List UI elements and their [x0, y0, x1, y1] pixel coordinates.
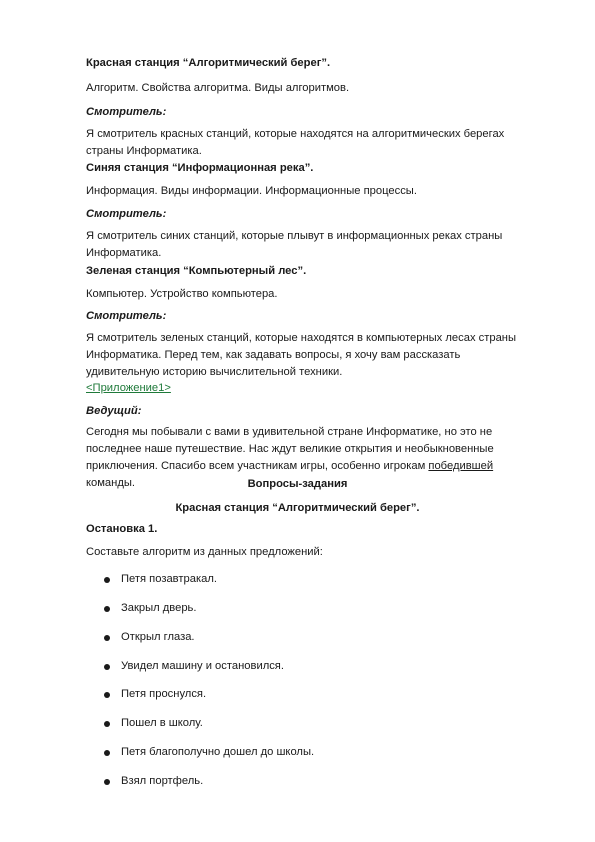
bullet-dot: [104, 692, 110, 698]
list-item-text: Взял портфель.: [121, 775, 204, 787]
station-title-blue: Синяя станция “Информационная река”.: [86, 162, 314, 174]
caretaker-speech-green: Я смотритель зеленых станций, которые находятся в компьютерных лесах страны Информатика. Перед тем, как задавать вопросы, я хочу вам рассказать удивительную историю вычислительной техники.: [86, 332, 517, 378]
role-caretaker-blue: Смотритель:: [86, 208, 167, 220]
list-item-text: Петя благополучно дошел до школы.: [121, 746, 315, 758]
host-speech-part-2: команды.: [86, 477, 136, 489]
list-item-text: Пошел в школу.: [121, 717, 203, 729]
appendix-link[interactable]: <Приложение1>: [86, 382, 171, 394]
list-item-text: Закрыл дверь.: [121, 602, 197, 614]
caretaker-speech-red: Я смотритель красных станций, которые находятся на алгоритмических берегах страны Информатика.: [86, 128, 505, 157]
host-speech-part-1: Сегодня мы побывали с вами в удивительной стране Информатике, но это не последнее наше путешествие. Нас ждут великие открытия и необыкновенные приключения. Спасибо всем участникам игры, особенно игрокам: [86, 426, 494, 472]
role-host: Ведущий:: [86, 405, 142, 417]
station-title-green: Зеленая станция “Компьютерный лес”.: [86, 265, 307, 277]
list-item-text: Петя проснулся.: [121, 688, 207, 700]
role-caretaker-green: Смотритель:: [86, 310, 167, 322]
station-topics-green: Компьютер. Устройство компьютера.: [86, 288, 278, 300]
host-speech-underlined-word: победившей: [428, 460, 494, 472]
stop-title: Остановка 1.: [86, 523, 158, 535]
task-text: Составьте алгоритм из данных предложений:: [86, 546, 323, 558]
station-topics-blue: Информация. Виды информации. Информационные процессы.: [86, 185, 417, 197]
bullet-dot: [104, 606, 110, 612]
questions-station-title: Красная станция “Алгоритмический берег”.: [175, 502, 420, 514]
appendix-paragraph: [86, 380, 526, 397]
role-caretaker-red: Смотритель:: [86, 106, 167, 118]
list-item-text: Петя позавтракал.: [121, 573, 217, 585]
list-item-text: Открыл глаза.: [121, 631, 195, 643]
bullet-dot: [104, 577, 110, 583]
questions-heading: Вопросы-задания: [247, 478, 348, 490]
bullet-dot: [104, 635, 110, 641]
bullet-dot: [104, 779, 110, 785]
station-topics-red: Алгоритм. Свойства алгоритма. Виды алгоритмов.: [86, 82, 350, 94]
station-title-red: Красная станция “Алгоритмический берег”.: [86, 57, 331, 69]
caretaker-speech-blue: Я смотритель синих станций, которые плывут в информационных реках страны Информатика.: [86, 230, 503, 259]
list-item-text: Увидел машину и остановился.: [121, 660, 284, 672]
bullet-dot: [104, 750, 110, 756]
bullet-dot: [104, 721, 110, 727]
bullet-dot: [104, 664, 110, 670]
